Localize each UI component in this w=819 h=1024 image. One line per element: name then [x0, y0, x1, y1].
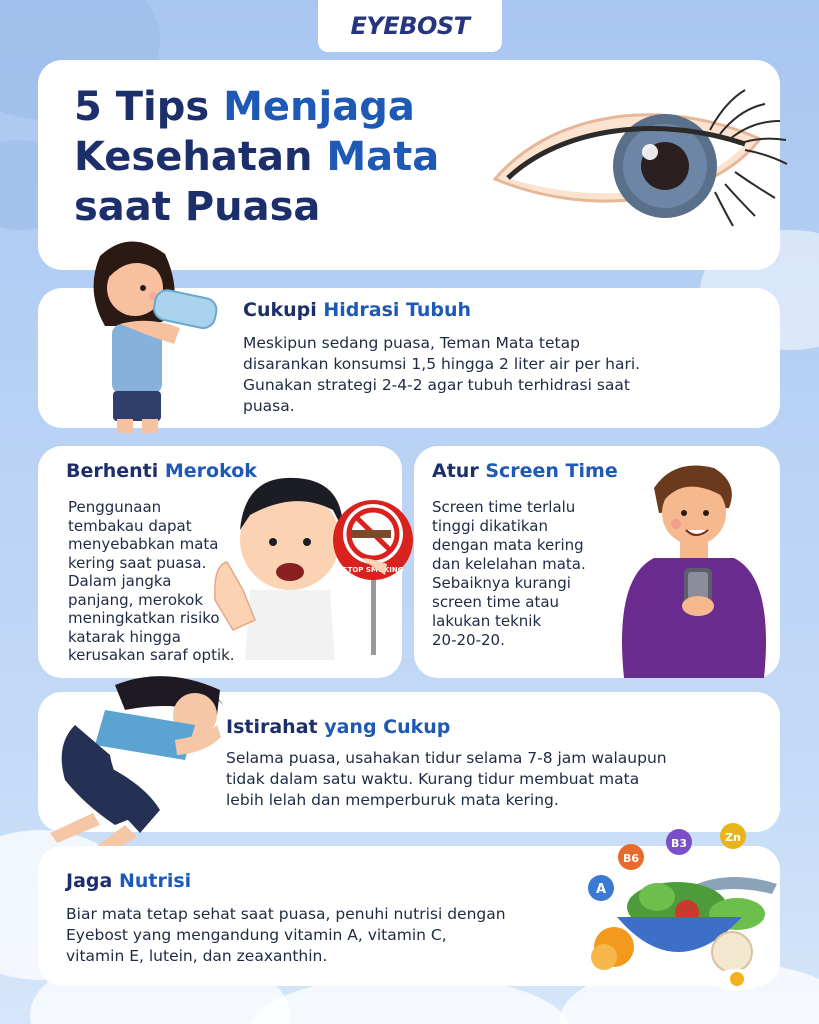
- tip-title-rest: Istirahat yang Cukup: [226, 716, 451, 738]
- tip-body-smoking: Penggunaan tembakau dapat menyebabkan mata kering saat puasa. Dalam jangka panjang, merokok meningkatkan risiko katarak hingga kerusakan saraf optik.: [68, 498, 235, 664]
- brand-logo: EYEBOST: [350, 12, 470, 40]
- girl-drinking-illustration: [80, 236, 220, 436]
- vitamin-badge-a: A: [595, 882, 607, 897]
- eye-illustration: [490, 84, 790, 234]
- brand-header: [318, 0, 502, 52]
- tip-body-rest: Selama puasa, usahakan tidur selama 7-8 jam walaupun tidak dalam satu waktu. Kurang tidur membuat mata lebih lelah dan memperburuk mata kering.: [226, 749, 667, 809]
- vitamin-badge-zn: Zn: [725, 831, 741, 844]
- tip-title-screen-time: Atur Screen Time: [432, 460, 618, 482]
- page-title: 5 Tips Menjaga Kesehatan Mata saat Puasa: [74, 84, 440, 230]
- tip-body-nutrition: Biar mata tetap sehat saat puasa, penuhi nutrisi dengan Eyebost yang mengandung vitamin A, vitamin C, vitamin E, lutein, dan zeaxanthin.: [66, 905, 506, 965]
- tip-card-screen-time: [414, 446, 780, 678]
- man-phone-illustration: [614, 458, 774, 678]
- tip-title-hydration: Cukupi Hidrasi Tubuh: [243, 299, 472, 321]
- vitamin-badge-b3: B3: [670, 837, 688, 850]
- vitamin-badge-b6: B6: [622, 852, 640, 865]
- boy-stop-smoking-illustration: [215, 470, 415, 670]
- sleeping-woman-illustration: [45, 665, 235, 865]
- tip-title-smoking: Berhenti Merokok: [66, 460, 257, 482]
- tip-body-screen-time: Screen time terlalu tinggi dikatikan dengan mata kering dan kelelahan mata. Sebaiknya kurangi screen time atau lakukan teknik 20-20-20.: [432, 498, 586, 649]
- tip-title-nutrition: Jaga Nutrisi: [66, 870, 192, 892]
- nutrition-food-illustration: [582, 822, 782, 997]
- stop-smoking-sign-text: STOP SMOKING: [342, 566, 404, 574]
- tip-body-hydration: Meskipun sedang puasa, Teman Mata tetap disarankan konsumsi 1,5 hingga 2 liter air per hari. Gunakan strategi 2-4-2 agar tubuh terhidrasi saat puasa.: [243, 334, 641, 415]
